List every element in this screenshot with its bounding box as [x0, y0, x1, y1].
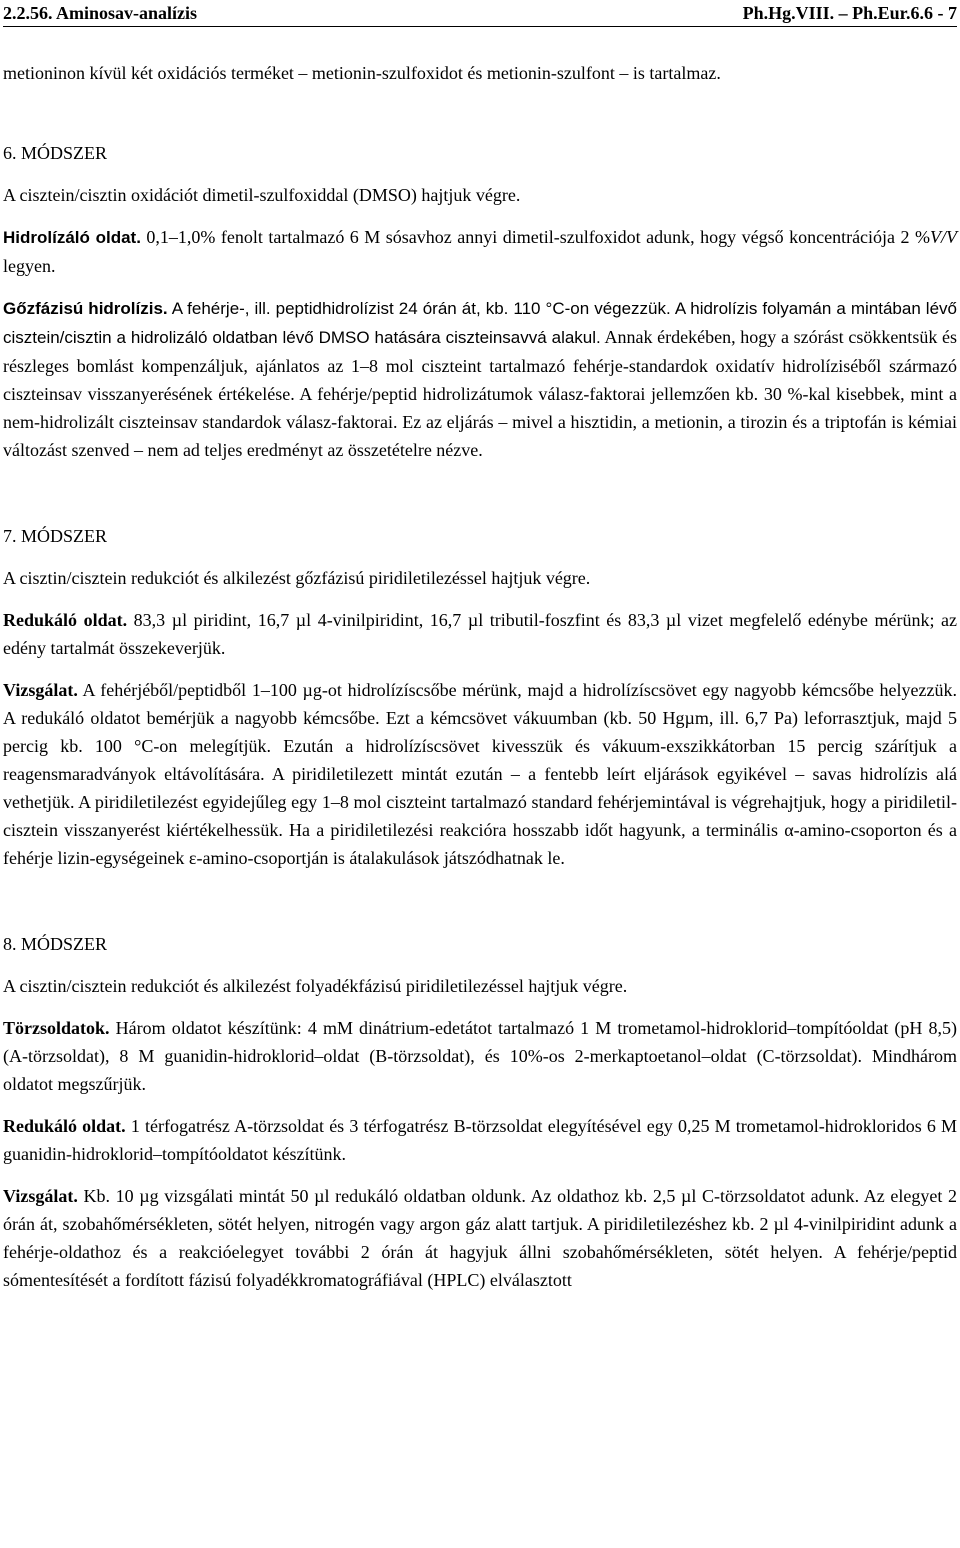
document-page	[3, 0, 957, 1294]
method8-stock-label: Törzsoldatok.	[3, 1018, 110, 1038]
method7-reducing-paragraph: Redukáló oldat. 83,3 µl piridint, 16,7 µl 4-vinilpiridint, 16,7 µl tributil-foszfint és 83,3 µl vizet megfelelő edénybe mérünk; az edény tartalmát összekeverjük.	[3, 610, 957, 658]
page-header	[3, 0, 957, 27]
method7-intro: A cisztin/cisztein redukciót és alkilezést gőzfázisú piridiletilezéssel hajtjuk végre.	[3, 568, 591, 588]
header-pharmacopoeia-ref: Ph.Hg.VIII. – Ph.Eur.6.6 - 7	[742, 3, 957, 23]
method8-intro: A cisztin/cisztein redukciót és alkilezést folyadékfázisú piridiletilezéssel hajtjuk végre.	[3, 976, 628, 996]
method8-heading: 8. MÓDSZER	[3, 934, 108, 954]
method6-intro: A cisztein/cisztin oxidációt dimetil-szulfoxiddal (DMSO) hajtjuk végre.	[3, 185, 521, 205]
method8-stock-paragraph: Törzsoldatok. Három oldatot készítünk: 4 mM dinátrium-edetátot tartalmazó 1 M trometamol-hidroklorid–tompítóoldat (pH 8,5) (A-törzsoldat), 8 M guanidin-hidroklorid–oldat (B-törzsoldat), és 10%-os 2-merkaptoetanol–oldat (C-törzsoldat). Mindhárom oldatot megszűrjük.	[3, 1018, 957, 1094]
method7-reducing-label: Redukáló oldat.	[3, 610, 128, 630]
intro-paragraph: metioninon kívül két oxidációs terméket – metionin-szulfoxidot és metionin-szulfont – is tartalmaz.	[3, 63, 721, 83]
method7-test-paragraph: Vizsgálat. A fehérjéből/peptidből 1–100 µg-ot hidrolízíscsőbe mérünk, majd a hidrolízíscsövet egy nagyobb kémcsőbe helyezzük. A redukáló oldatot bemérjük a nagyobb kémcsőbe. Ezt a kémcsövet vákuumban (kb. 50 Hgµm, ill. 6,7 Pa) leforrasztjuk, majd 5 percig kb. 100 °C-on melegítjük. Ezután a hidrolízíscsövet kivesszük és vákuum-exszikkátorban 15 percig szárítjuk a reagensmaradványok eltávolítására. A piridiletilezett mintát ezután – a fentebb leírt eljárások egyikével – savas hidrolízis alá vethetjük. A piridiletilezést egyidejűleg egy 1–8 mol ciszteint tartalmazó standard fehérjemintával is végrehajtjuk, hogy a piridiletil-cisztein visszanyerést kiértékelhessük. Ha a piridiletilezési reakcióra hosszabb időt hagyunk, a terminális α-amino-csoporton és a fehérje lizin-egységeinek ε-amino-csoportján is átalakulások játszódhatnak le.	[3, 680, 957, 868]
method6-heading: 6. MÓDSZER	[3, 143, 108, 163]
method8-reducing-label: Redukáló oldat.	[3, 1116, 126, 1136]
method6-vapor-paragraph: Gőzfázisú hidrolízis. A fehérje-, ill. peptidhidrolízist 24 órán át, kb. 110 °C-on végezzük. A hidrolízis folyamán a mintában lévő cisztein/cisztin a hidrolizáló oldatban lévő DMSO hatására ciszteinsavvá alakul. Annak érdekében, hogy a szórást csökkentsük és részleges bomlást kompenzáljuk, ajánlatos az 1–8 mol ciszteint tartalmazó fehérje-standardok oxidatív hidrolíziséből származó ciszteinsav visszanyerésének értékelése. A fehérje/peptid hidrolizátumok válasz-faktorai jellemzően kb. 30 %-kal kisebbek, mint a nem-hidrolizált ciszteinsav standardok válasz-faktorai. Ez az eljárás – mivel a hisztidin, a metionin, a tirozin és a triptofán is kémiai változást szenved – nem ad teljes eredményt az összetételre nézve.	[3, 299, 958, 460]
method8-test-paragraph: Vizsgálat. Kb. 10 µg vizsgálati mintát 50 µl redukáló oldatban oldunk. Az oldathoz kb. 2,5 µl C-törzsoldatot adunk. Az elegyet 2 órán át, szobahőmérsékleten, sötét helyen, nitrogén vagy argon gáz alatt tartjuk. A piridiletilezéshez kb. 2 µl 4-vinilpiridint adunk a fehérje-oldathoz és a reakcióelegyet további 2 órán át hagyjuk állni szobahőmérsékleten, sötét helyen. A fehérje/peptid sómentesítését a fordított fázisú folyadékkromatográfiával (HPLC) elválasztott	[3, 1186, 957, 1290]
method8-reducing-paragraph: Redukáló oldat. 1 térfogatrész A-törzsoldat és 3 térfogatrész B-törzsoldat elegyítésével egy 0,25 M trometamol-hidrokloridos 6 M guanidin-hidroklorid–tompítóoldatot készítünk.	[3, 1116, 957, 1164]
method6-hydrolysis-label: Hidrolízáló oldat.	[3, 228, 141, 247]
header-section-title: 2.2.56. Aminosav-analízis	[3, 3, 198, 23]
method6-hydrolysis-paragraph: Hidrolízáló oldat. 0,1–1,0% fenolt tartalmazó 6 M sósavhoz annyi dimetil-szulfoxidot adunk, hogy végső koncentrációja 2 %V/V legyen.	[3, 227, 957, 276]
method6-vapor-label: Gőzfázisú hidrolízis.	[3, 299, 168, 318]
method7-test-label: Vizsgálat.	[3, 680, 78, 700]
method7-heading: 7. MÓDSZER	[3, 526, 108, 546]
method8-test-label: Vizsgálat.	[3, 1186, 78, 1206]
